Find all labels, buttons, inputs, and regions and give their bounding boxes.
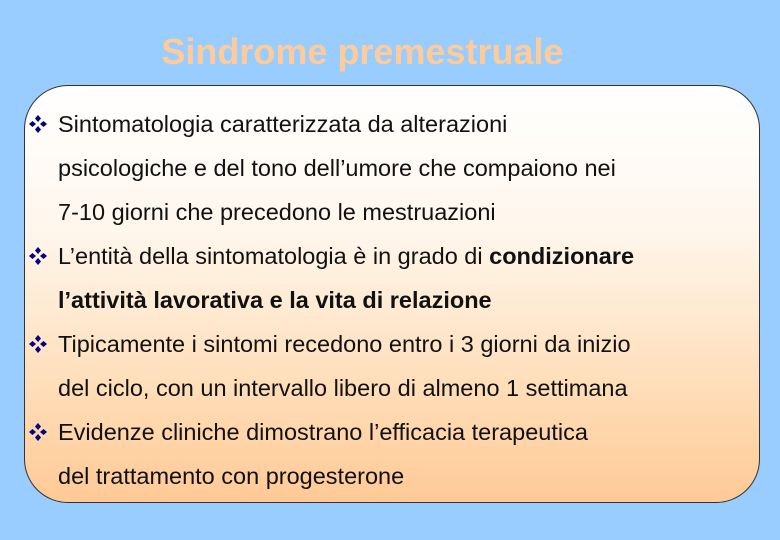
diamond-bullet-icon [28,410,50,454]
bullet-item [28,234,768,322]
bullet-text-bold: condizionare [489,243,635,269]
bullet-line: Evidenze cliniche dimostrano l’efficacia terapeutica [58,419,588,445]
diamond-bullet-icon [28,102,50,146]
bullet-line: psicologiche e del tono dell’umore che compaiono nei [58,155,616,181]
bullet-line: del ciclo, con un intervallo libero di almeno 1 settimana [58,375,628,401]
slide-title: Sindrome premestruale [161,31,564,72]
bullet-line: Sintomatologia caratterizzata da alterazioni [58,111,508,137]
bullet-item [28,102,768,234]
diamond-bullet-icon [28,322,50,366]
bullet-line: del trattamento con progesterone [58,463,405,489]
bullet-line: 7-10 giorni che precedono le mestruazioni [58,199,496,225]
bullet-item [28,410,768,498]
bullet-line [58,234,768,278]
bullet-text-plain: L’entità della sintomatologia è in grado di [58,243,490,269]
diamond-bullet-icon [28,234,50,278]
bullet-line: Tipicamente i sintomi recedono entro i 3 giorni da inizio [58,331,631,357]
bullet-list [28,102,768,498]
bullet-line-bold: l’attività lavorativa e la vita di relazione [58,287,492,313]
bullet-item [28,322,768,410]
